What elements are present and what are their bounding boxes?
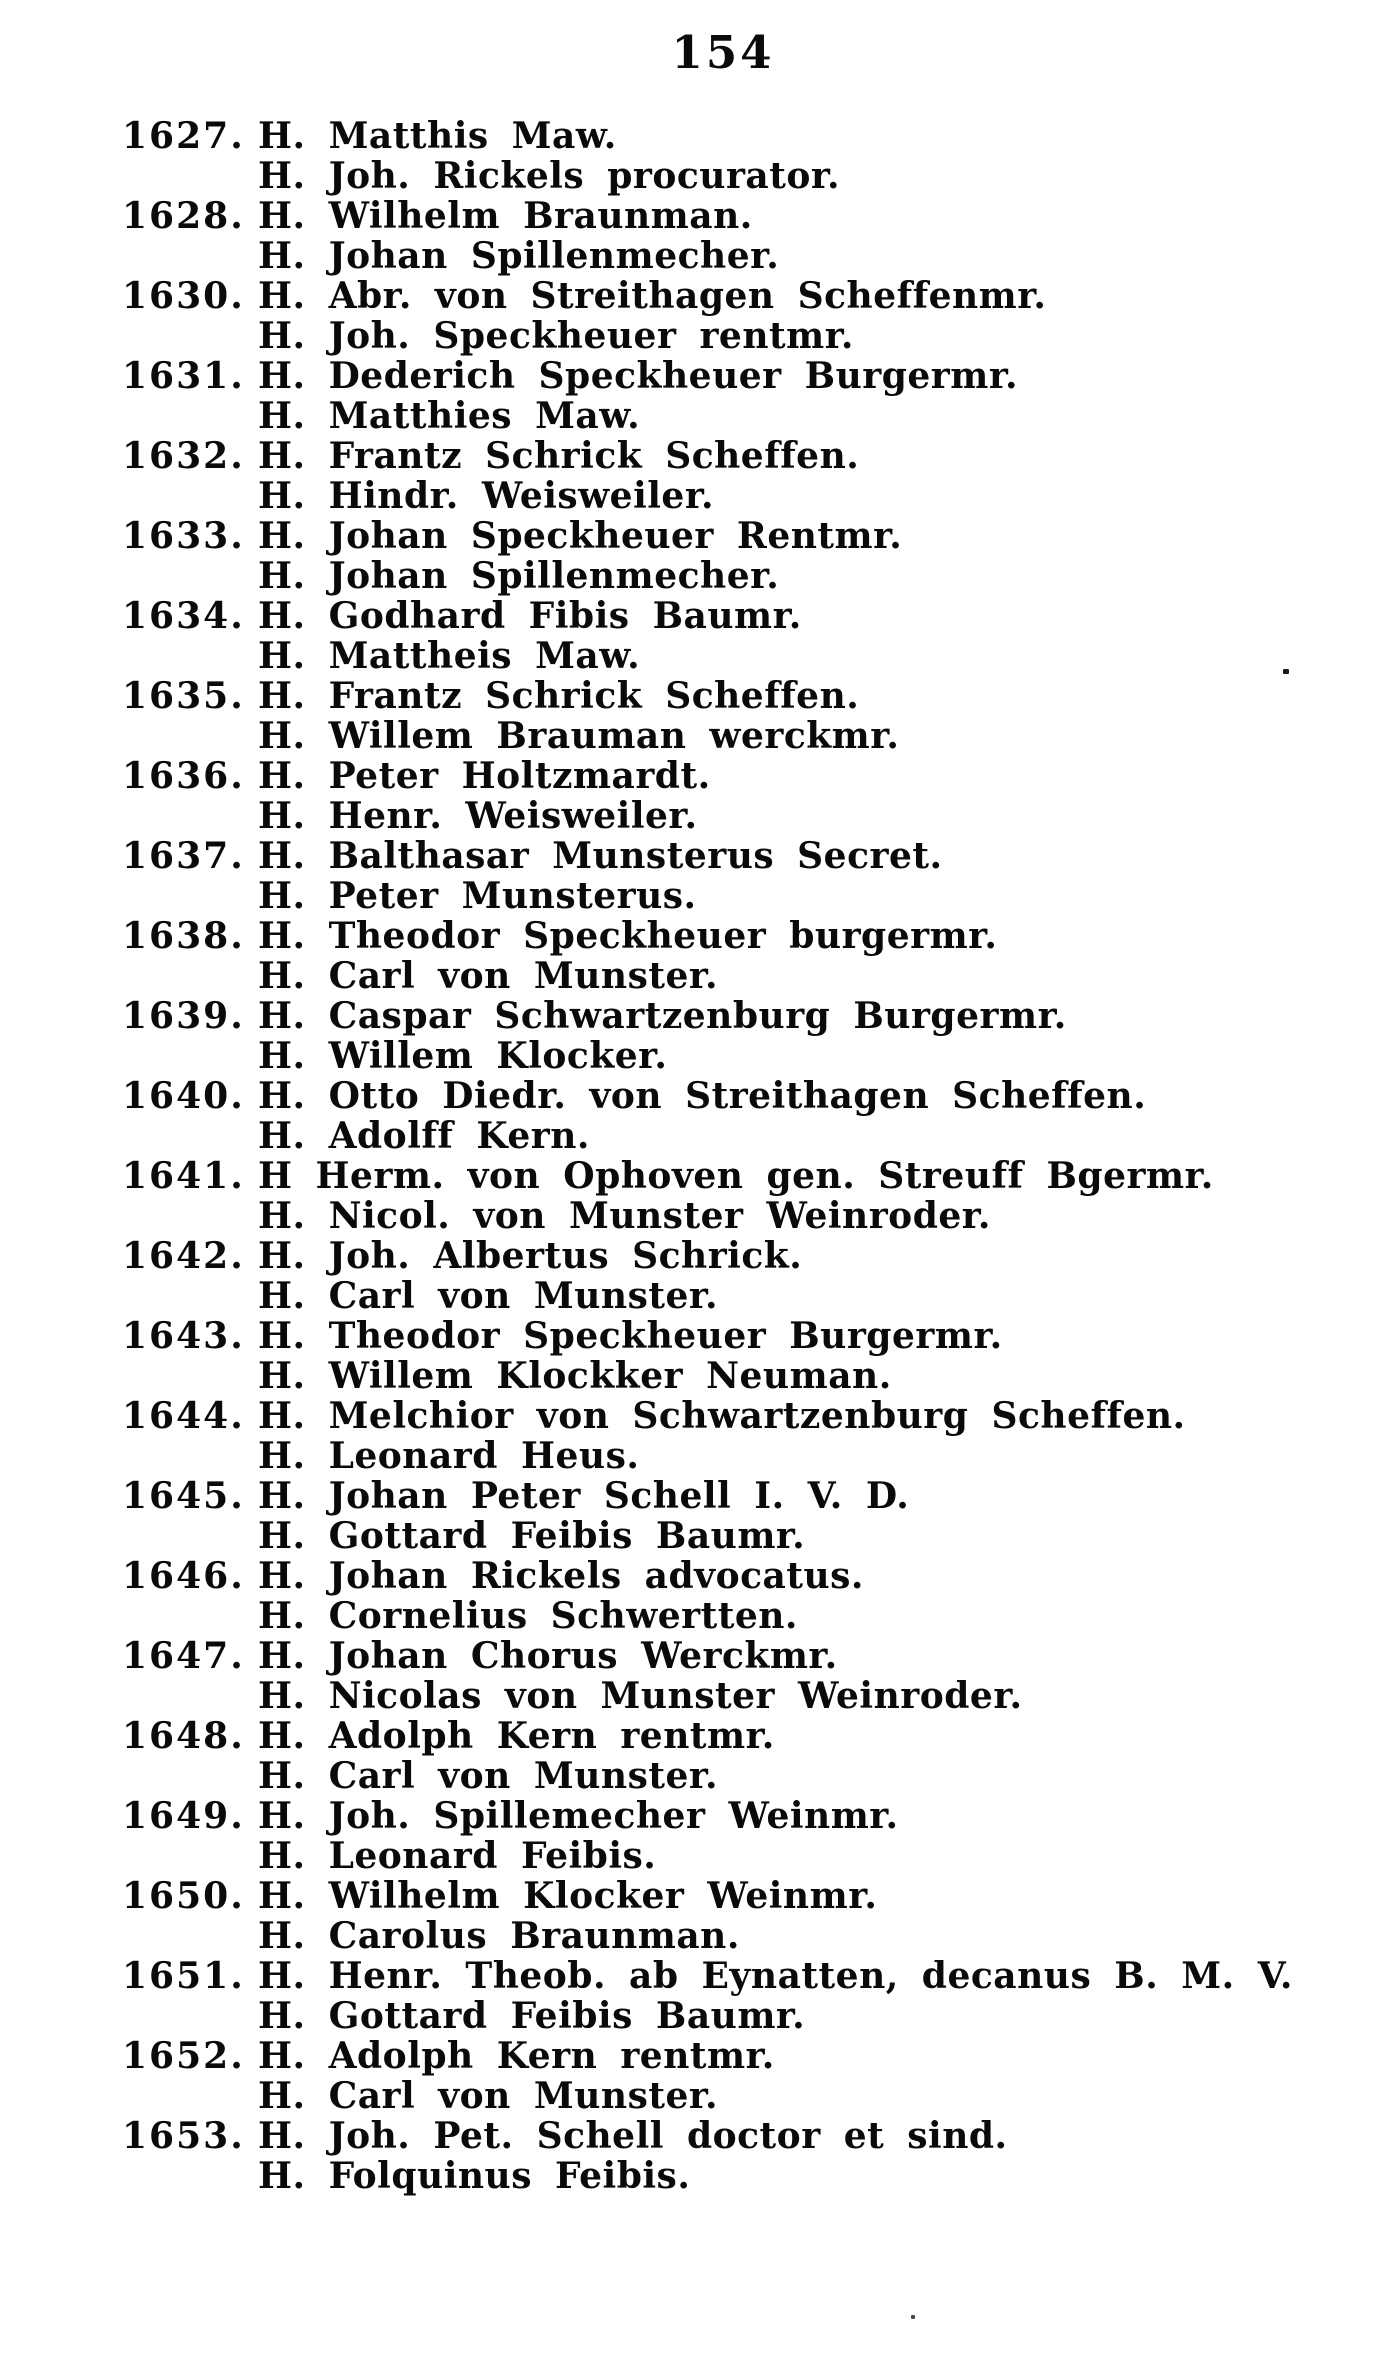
entry-text: H Herm. von Ophoven gen. Streuff Bgermr. <box>258 1155 1214 1197</box>
entry-text: H. Leonard Feibis. <box>258 1835 657 1877</box>
entry-text: H. Peter Holtzmardt. <box>258 755 711 797</box>
page-number: 154 <box>671 26 775 79</box>
register-row <box>122 1396 1282 1436</box>
register-row <box>122 1756 1282 1796</box>
entry-text: H. Joh. Albertus Schrick. <box>258 1235 803 1277</box>
register-row <box>122 1716 1282 1756</box>
register-row <box>122 2116 1282 2156</box>
entry-text: H. Carl von Munster. <box>258 955 719 997</box>
entry-text: H. Leonard Heus. <box>258 1435 640 1477</box>
entry-text: H. Peter Munsterus. <box>258 875 697 917</box>
register-row <box>122 1836 1282 1876</box>
year-label: 1628. <box>122 195 245 237</box>
entry-text: H. Frantz Schrick Scheffen. <box>258 435 860 477</box>
register-row <box>122 1596 1282 1636</box>
register-row <box>122 436 1282 476</box>
entry-text: H. Nicolas von Munster Weinroder. <box>258 1675 1023 1717</box>
year-label: 1640. <box>122 1075 245 1117</box>
entry-text: H. Adolph Kern rentmr. <box>258 1715 775 1757</box>
register-row <box>122 196 1282 236</box>
entry-text: H. Adolph Kern rentmr. <box>258 2035 775 2077</box>
register-row <box>122 1796 1282 1836</box>
year-label: 1638. <box>122 915 245 957</box>
register-row <box>122 676 1282 716</box>
register-row <box>122 1916 1282 1956</box>
entry-text: H. Carl von Munster. <box>258 1755 719 1797</box>
entry-text: H. Johan Spillenmecher. <box>258 235 780 277</box>
entry-text: H. Godhard Fibis Baumr. <box>258 595 802 637</box>
entry-text: H. Henr. Theob. ab Eynatten, decanus B. M. V. <box>258 1955 1293 1997</box>
entry-text: H. Otto Diedr. von Streithagen Scheffen. <box>258 1075 1147 1117</box>
entry-text: H. Carl von Munster. <box>258 2075 719 2117</box>
year-label: 1637. <box>122 835 245 877</box>
scan-speck <box>1283 669 1289 674</box>
register-row <box>122 1955 1293 1997</box>
register-row <box>122 516 1282 556</box>
year-label: 1630. <box>122 275 245 317</box>
entry-text: H. Hindr. Weisweiler. <box>258 475 715 517</box>
register-row <box>122 1516 1282 1556</box>
entry-text: H. Willem Brauman werckmr. <box>258 715 900 757</box>
entry-text: H. Matthies Maw. <box>258 395 641 437</box>
register-row <box>122 1636 1282 1676</box>
entry-text: H. Theodor Speckheuer burgermr. <box>258 915 998 957</box>
register-row <box>122 796 1282 836</box>
year-label: 1641. <box>122 1155 245 1197</box>
year-label: 1632. <box>122 435 245 477</box>
register-row <box>122 1876 1282 1916</box>
year-label: 1642. <box>122 1235 245 1277</box>
entry-text: H. Johan Spillenmecher. <box>258 555 780 597</box>
entry-text: H. Joh. Rickels procurator. <box>258 155 841 197</box>
entry-text: H. Balthasar Munsterus Secret. <box>258 835 943 877</box>
register-row <box>122 1996 1282 2036</box>
year-label: 1643. <box>122 1315 245 1357</box>
register-row <box>122 556 1282 596</box>
register-row <box>122 1236 1282 1276</box>
register-row <box>122 2036 1282 2076</box>
register-row <box>122 476 1282 516</box>
register-row <box>122 996 1282 1036</box>
year-label: 1646. <box>122 1555 245 1597</box>
register-row <box>122 116 1282 156</box>
entry-text: H. Theodor Speckheuer Burgermr. <box>258 1315 1003 1357</box>
year-label: 1635. <box>122 675 245 717</box>
entry-text: H. Mattheis Maw. <box>258 635 641 677</box>
entry-text: H. Gottard Feibis Baumr. <box>258 1515 806 1557</box>
year-label: 1627. <box>122 115 245 157</box>
entry-text: H. Dederich Speckheuer Burgermr. <box>258 355 1019 397</box>
entry-text: H. Johan Rickels advocatus. <box>258 1555 864 1597</box>
entry-text: H. Johan Speckheuer Rentmr. <box>258 515 903 557</box>
register-row <box>122 2156 1282 2196</box>
register-row <box>122 396 1282 436</box>
entry-text: H. Wilhelm Klocker Weinmr. <box>258 1875 878 1917</box>
entry-text: H. Cornelius Schwertten. <box>258 1595 798 1637</box>
year-label: 1650. <box>122 1875 245 1917</box>
year-label: 1633. <box>122 515 245 557</box>
entry-text: H. Johan Peter Schell I. V. D. <box>258 1475 910 1517</box>
year-label: 1645. <box>122 1475 245 1517</box>
year-label: 1639. <box>122 995 245 1037</box>
register-row <box>122 1116 1282 1156</box>
register-row <box>122 876 1282 916</box>
register-row <box>122 356 1282 396</box>
entry-text: H. Henr. Weisweiler. <box>258 795 698 837</box>
register-row <box>122 1196 1282 1236</box>
register-row <box>122 1476 1282 1516</box>
register-row <box>122 276 1282 316</box>
entry-text: H. Nicol. von Munster Weinroder. <box>258 1195 991 1237</box>
register-row <box>122 1276 1282 1316</box>
entry-text: H. Joh. Spillemecher Weinmr. <box>258 1795 899 1837</box>
register-row <box>122 596 1282 636</box>
year-label: 1644. <box>122 1395 245 1437</box>
register-row <box>122 236 1282 276</box>
entry-text: H. Folquinus Feibis. <box>258 2155 691 2197</box>
register-row <box>122 1556 1282 1596</box>
register-row <box>122 1356 1282 1396</box>
year-label: 1634. <box>122 595 245 637</box>
entry-text: H. Wilhelm Braunman. <box>258 195 753 237</box>
year-label: 1649. <box>122 1795 245 1837</box>
entry-text: H. Abr. von Streithagen Scheffenmr. <box>258 275 1047 317</box>
register-row <box>122 2076 1282 2116</box>
entry-text: H. Gottard Feibis Baumr. <box>258 1995 806 2037</box>
register-row <box>122 756 1282 796</box>
register-row <box>122 716 1282 756</box>
year-label: 1636. <box>122 755 245 797</box>
scan-speck <box>911 2315 915 2319</box>
entry-text: H. Carl von Munster. <box>258 1275 719 1317</box>
year-label: 1652. <box>122 2035 245 2077</box>
register-row <box>122 1076 1282 1116</box>
entry-text: H. Caspar Schwartzenburg Burgermr. <box>258 995 1067 1037</box>
register-row <box>122 956 1282 996</box>
entry-text: H. Willem Klockker Neuman. <box>258 1355 892 1397</box>
entry-text: H. Willem Klocker. <box>258 1035 668 1077</box>
register-row <box>122 1676 1282 1716</box>
entry-text: H. Carolus Braunman. <box>258 1915 740 1957</box>
register-row <box>122 636 1282 676</box>
entry-text: H. Johan Chorus Werckmr. <box>258 1635 838 1677</box>
year-label: 1648. <box>122 1715 245 1757</box>
register-row <box>122 916 1282 956</box>
register-row <box>122 156 1282 196</box>
register-row <box>122 316 1282 356</box>
register-row <box>122 1316 1282 1356</box>
entry-text: H. Adolff Kern. <box>258 1115 590 1157</box>
register-row <box>122 836 1282 876</box>
entry-text: H. Joh. Pet. Schell doctor et sind. <box>258 2115 1008 2157</box>
year-label: 1647. <box>122 1635 245 1677</box>
year-label: 1653. <box>122 2115 245 2157</box>
entry-text: H. Matthis Maw. <box>258 115 617 157</box>
entry-text: H. Joh. Speckheuer rentmr. <box>258 315 854 357</box>
register-row <box>122 1036 1282 1076</box>
register-row <box>122 1436 1282 1476</box>
entry-text: H. Melchior von Schwartzenburg Scheffen. <box>258 1395 1186 1437</box>
entry-text: H. Frantz Schrick Scheffen. <box>258 675 860 717</box>
register-list <box>122 115 1293 2197</box>
register-row <box>122 1156 1282 1196</box>
year-label: 1631. <box>122 355 245 397</box>
year-label: 1651. <box>122 1955 245 1997</box>
